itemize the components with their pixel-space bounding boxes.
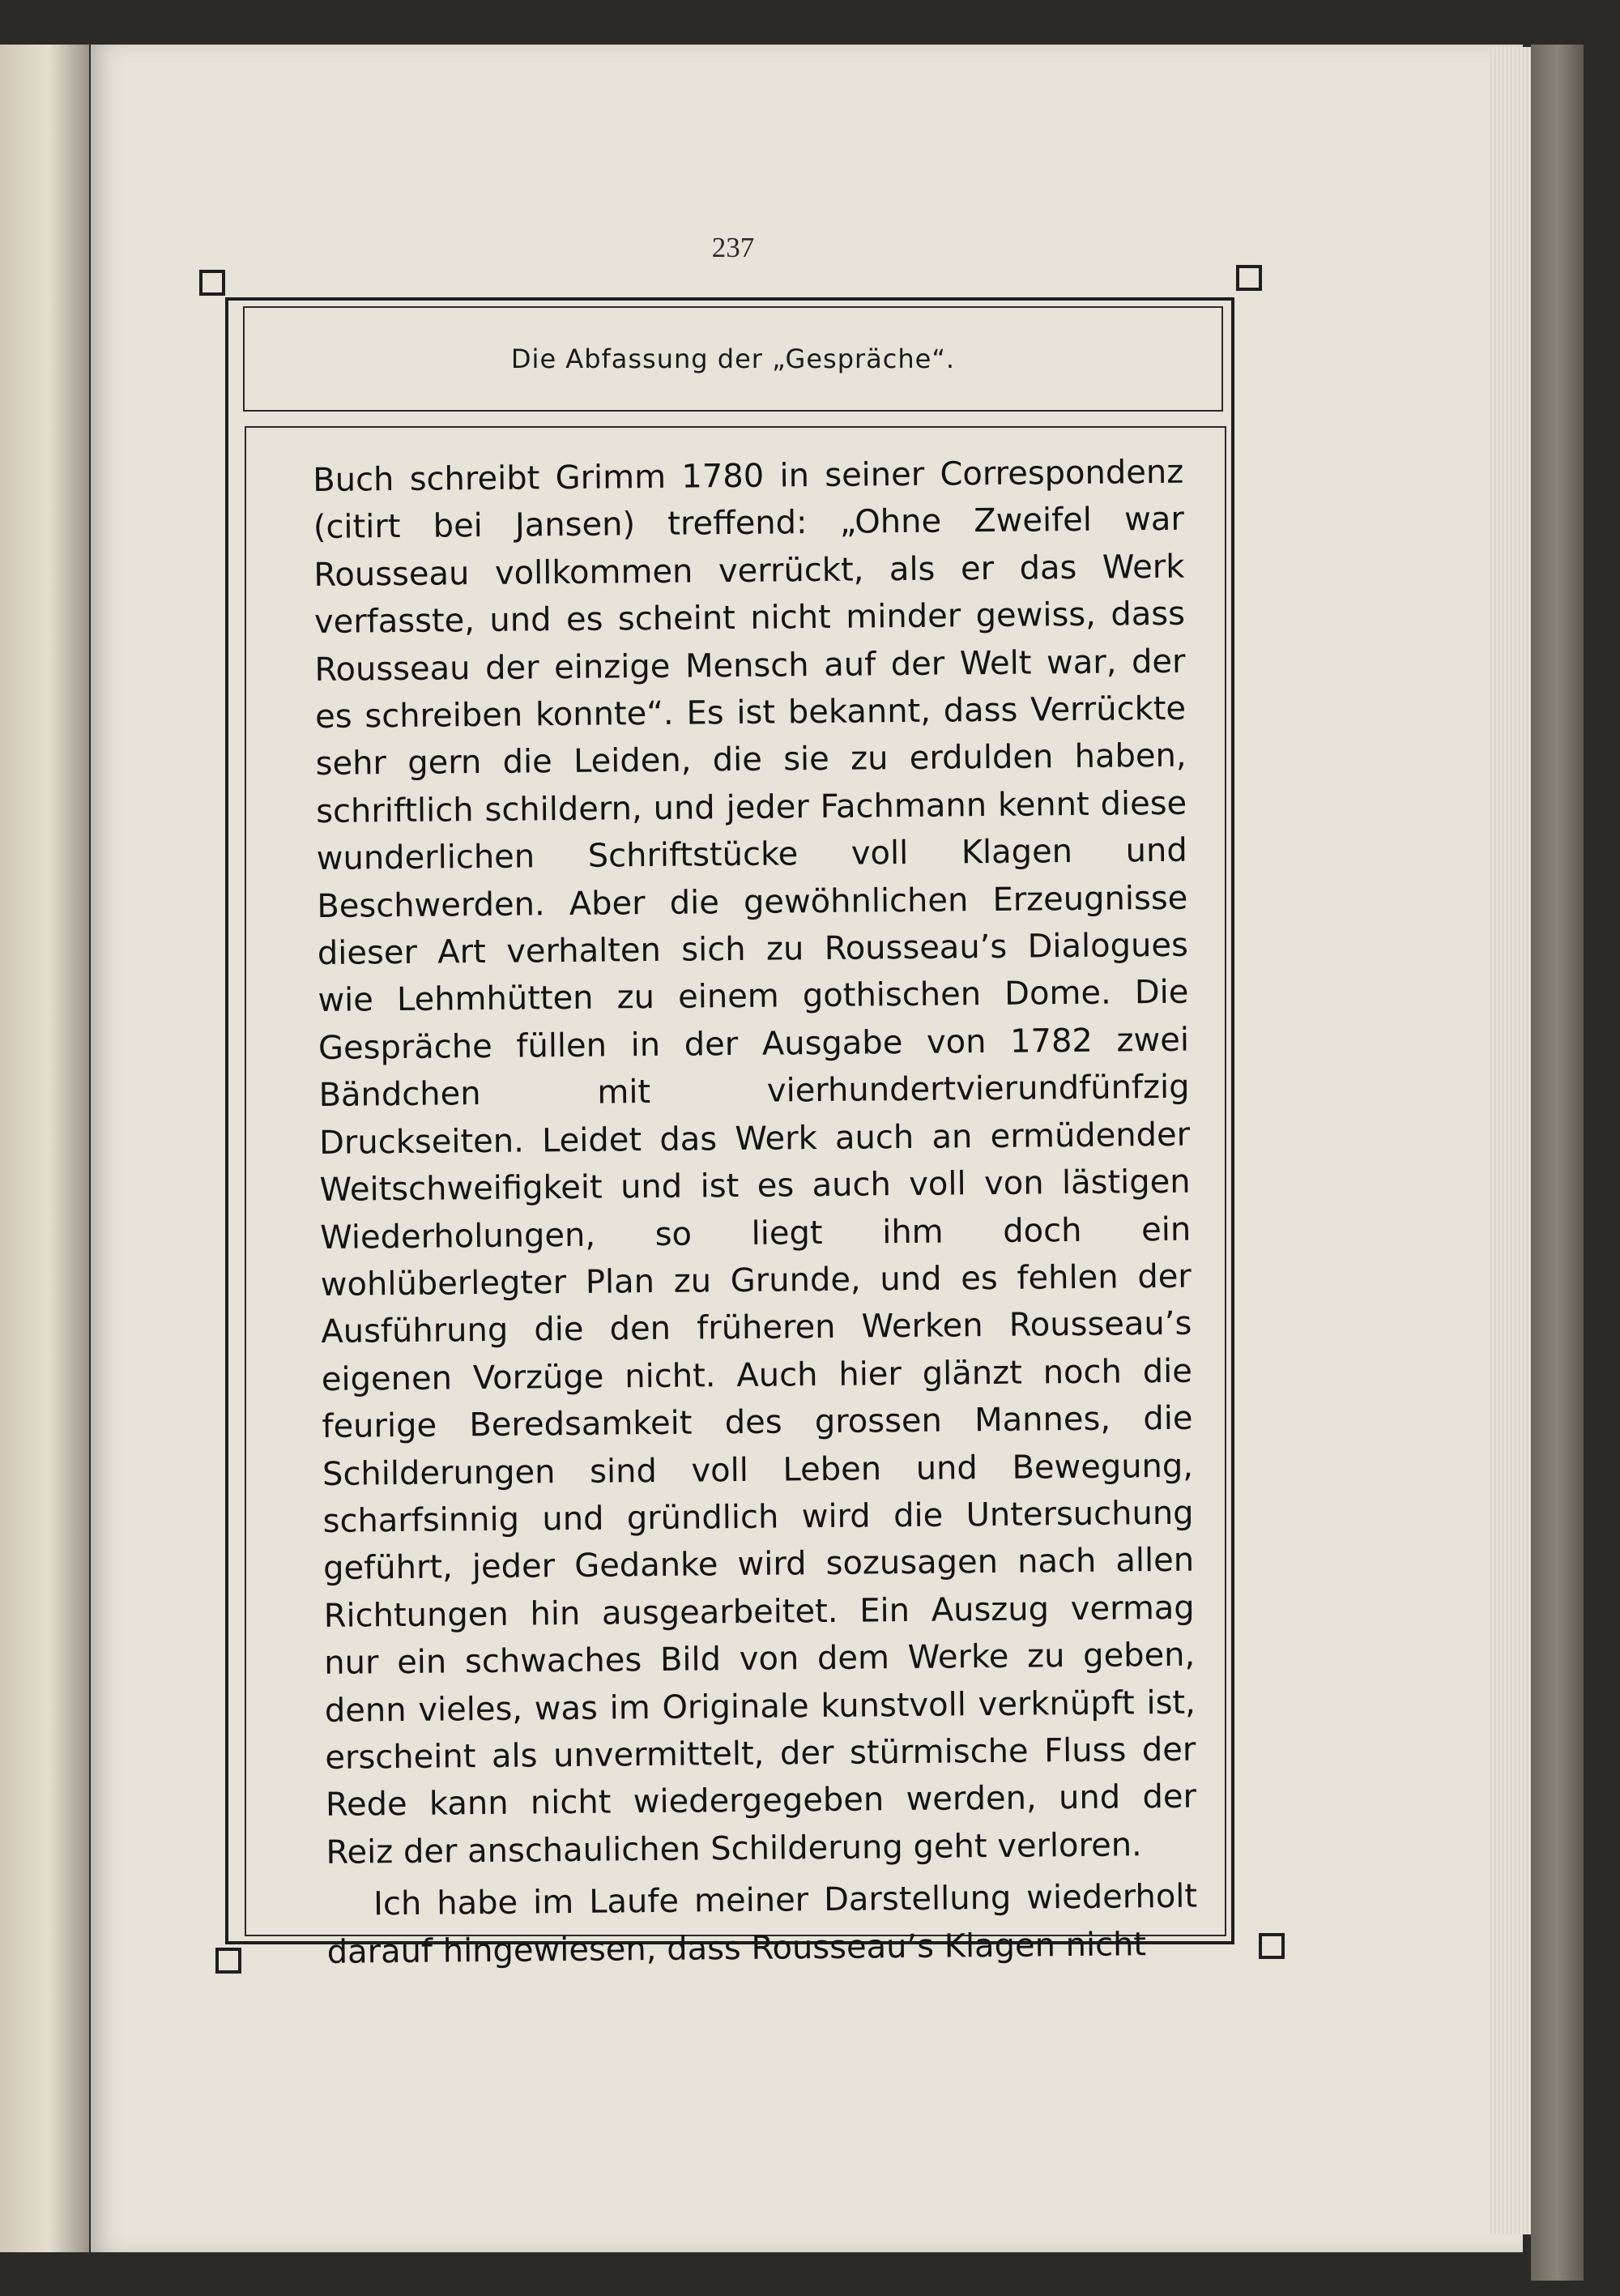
frame-corner-top-left — [199, 270, 225, 296]
body-text — [313, 449, 1198, 1976]
running-head: Die Abfassung der „Gespräche“. — [510, 344, 956, 374]
running-head-box — [243, 306, 1223, 412]
frame-corner-bottom-right — [1259, 1933, 1285, 1959]
page-number: 237 — [711, 232, 755, 263]
facing-page-edge — [0, 45, 89, 2252]
frame-corner-top-right — [1236, 265, 1262, 291]
frame-corner-bottom-left — [215, 1948, 241, 1974]
paragraph-2: Ich habe im Laufe meiner Darstellung wiederholt darauf hingewiesen, dass Rousseau’s Klagen nicht — [326, 1877, 1198, 1971]
paragraph-1: Buch schreibt Grimm 1780 in seiner Correspondenz (citirt bei Jansen) treffend: „Ohne Zweifel war Rousseau vollkommen verrückt, als er das Werk verfasste, und es scheint nicht minder gewiss, dass Rousseau der einzige Mensch auf der Welt war, der es schreiben konnte“. Es ist bekannt, dass Verrückte sehr gern die Leiden, die sie zu erdulden haben, schriftlich schildern, und jeder Fachmann kennt diese wunderlichen Schriftstücke voll Klagen und Beschwerden. Aber die gewöhnlichen Erzeugnisse dieser Art verhalten sich zu Rousseau’s Dialogues wie Lehmhütten zu einem gothischen Dome. Die Gespräche füllen in der Ausgabe von 1782 zwei Bändchen mit vierhundertvierundfünfzig Druckseiten. Leidet das Werk auch an ermüdender Weitschweifigkeit und ist es auch voll von lästigen Wiederholungen, so liegt ihm doch ein wohlüberlegter Plan zu Grunde, und es fehlen der Ausführung die den früheren Werken Rousseau’s eigenen Vorzüge nicht. Auch hier glänzt noch die feurige Beredsamkeit des grossen Mannes, die Schilderungen sind voll Leben und Bewegung, scharfsinnig und gründlich wird die Untersuchung geführt, jeder Gedanke wird sozusagen nach allen Richtungen hin ausgearbeitet. Ein Auszug vermag nur ein schwaches Bild von dem Werke zu geben, denn vieles, was im Originale kunstvoll verknüpft ist, erscheint als unvermittelt, der stürmische Fluss der Rede kann nicht wiedergegeben werden, und der Reiz der anschaulichen Schilderung geht verloren. — [313, 453, 1197, 1871]
book-cover-edge — [1531, 45, 1584, 2281]
